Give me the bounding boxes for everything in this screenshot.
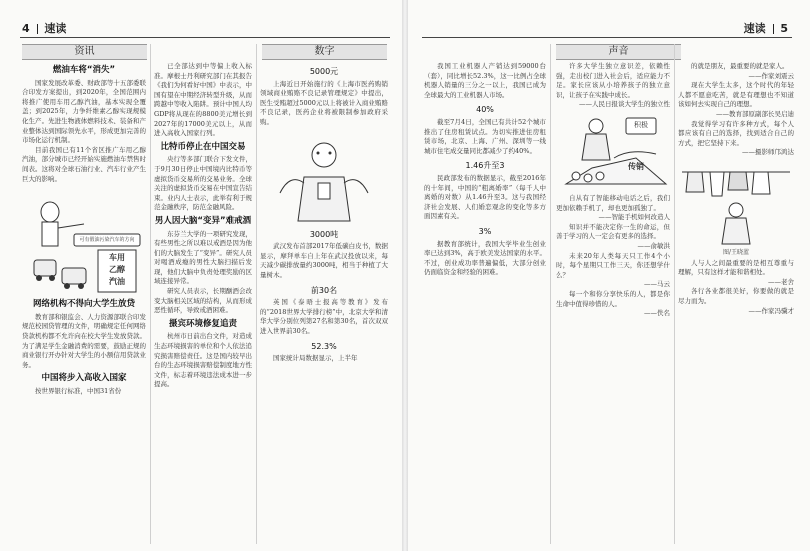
article-paragraph: 国家发展改革委、财政部等十五部委联合印发方案提出，到2020年，全国范围内将推广使用车用乙醇汽油，基本实现全覆盖；到2025年，力争纤维素乙醇实现规模化生产。先进生物液体燃料技术、装备和产业整体达到国际领先水平，形成更加完善的市场化运行机制。 xyxy=(22,78,146,145)
quote-source: ——作家刘震云 xyxy=(748,71,794,80)
sign-text: 可有假油污染汽车的方向 xyxy=(79,237,135,244)
quote-text: 未来20年人类每天只工作4个小时，每个星期只工作三天，你还想学什么？ xyxy=(556,251,670,279)
pyramid-label: 传销 xyxy=(628,161,644,171)
stat-paragraph: 据教育部统计，我国大学毕业生创业率已达到3%，高于欧美发达国家的水平。不过，创业成功率普遍偏低，大部分创业仍面临资金和经验的困难。 xyxy=(424,239,546,277)
right-header-rule xyxy=(422,37,792,38)
quote-source: ——俞敏洪 xyxy=(637,241,670,250)
stat-title: 52.3% xyxy=(311,341,337,351)
quote-text: 每一个和你分享快乐的人，都是你生命中值得珍惜的人。 xyxy=(556,289,670,308)
section-numbers: 数字 xyxy=(262,44,387,60)
image-caption: 图/王晓蓝 xyxy=(722,248,750,256)
right-page xyxy=(408,0,810,551)
left-column-3 xyxy=(260,62,388,542)
right-page-number: 5 xyxy=(780,22,788,35)
article-paragraph: 教育部和银监会、人力资源部联合印发规范校园贷管理的文件，明确规定任何网络贷款机构都不允许向在校大学生发放贷款。为了满足学生金融消费的需要，鼓励正规的商业银行开办针对大学生的小额信用贷款业务。 xyxy=(22,312,146,369)
stat-paragraph: 英国《泰晤士报高等教育》发布的“2018世界大学排行榜”中，北京大学和清华大学分别位列第27名和第30名，首次双双进入世界前30名。 xyxy=(260,298,388,335)
stat-paragraph: 截至7月4日，全国已有共计52个城市推出了住房租赁试点。为切实推进住房租赁市场，北京、上海、广州、深圳等一线城市住宅成交量同比都减少了约40%。 xyxy=(424,117,546,155)
fuel-label xyxy=(102,252,132,288)
column-divider xyxy=(150,44,151,544)
article-paragraph: 按世界银行标准，中国31省份 xyxy=(35,386,122,395)
article-paragraph: 杭州市日前出台文件，对造成生态环境损害的单位和个人依法追究损害赔偿责任。这是国内较早出台的生态环境损害赔偿制度地方性文件，标志着环境违法成本进一步提高。 xyxy=(154,332,252,389)
left-page-number: 4 xyxy=(22,22,30,35)
column-divider xyxy=(256,44,257,544)
quote-source: ——摄影师邝鸿达 xyxy=(742,148,794,157)
fuel-label-3: 汽油 xyxy=(109,277,125,287)
right-column-1 xyxy=(424,62,546,542)
article-paragraph: 已全部达到中等偏上收入标准。摩根士丹利研究部门在其报告《我们为何看好中国》中表示，中国有望在中期经济转型升级，从而跨越中等收入陷阱。预计中国人均GDP将从现在的8800美元增长到2027年的17000美元以上，从而进入高收入国家行列。 xyxy=(154,62,252,138)
column-divider xyxy=(674,44,675,544)
section-voices: 声音 xyxy=(556,44,681,60)
quote-source: ——作家冯骥才 xyxy=(748,306,794,315)
article-title: 男人因大脑“变异”难戒酒 xyxy=(154,215,252,226)
stat-paragraph: 我国工业机器人产销达到59000台（套），同比增长52.3%，这一比例占全球机器人销量的三分之一以上，我国已成为全球最大的工业机器人市场。 xyxy=(424,62,546,99)
laundry-drawing xyxy=(678,162,794,246)
quote-text: 自从有了智能移动电话之后，我们更加依赖手机了，却也更加孤独了。 xyxy=(556,193,670,212)
left-header-rule xyxy=(20,37,390,38)
quote-text: 我觉得学习有许多种方式，每个人都应该有自己的选择，找到适合自己的方式，把它坚持下来。 xyxy=(678,119,794,147)
article-title: 中国将步入高收入国家 xyxy=(41,373,127,384)
fuel-label-2: 乙醇 xyxy=(109,265,125,275)
stat-paragraph: 武汉发布首部2017年低碳白皮书，数据显示，摩拜单车自上年在武汉投放以来，每天减少碳排放量约3000吨，相当于种植了大量树木。 xyxy=(260,242,388,279)
quote-text: 知识并不能决定你一生的命运，但善于学习的人一定会有更多的选择。 xyxy=(556,222,670,241)
doctor-drawing xyxy=(260,133,388,225)
stat-title: 3% xyxy=(478,226,492,236)
quote-text: 人与人之间最重要的是相互尊重与理解，只有这样才能和谐相处。 xyxy=(678,258,794,277)
quote-source: ——人民日报谈大学生的独立性 xyxy=(579,100,670,109)
article-title: 燃油车将“消失” xyxy=(52,65,116,75)
article-paragraph: 东芬兰大学的一项研究发现，有些男性之所以难以戒酒是因为他们的大脑发生了“变异”。研究人员对喝酒成瘾的男性大脑扫描后发现，他们大脑中负责处理奖励的区域连接异常。 xyxy=(154,229,252,286)
quote-text: 许多大学生独立意识差，依赖性强，走出校门进入社会后，适应能力不足。家长应该从小培养孩子的独立意识，让孩子在实践中成长。 xyxy=(556,62,670,99)
illustration-pyramid xyxy=(556,114,670,190)
stat-paragraph: 上海近日开始施行的《上海市医药购销领域商业贿赂不良记录管理规定》中提出，医生受贿超过5000元以上将被计入商业贿赂不良记录，医药企业将被限制参加政府采购。 xyxy=(260,79,388,126)
stat-title: 40% xyxy=(476,105,494,115)
quote-source: ——老舍 xyxy=(768,277,794,286)
article-paragraph: 目前我国已有11个省区推广车用乙醇汽油，部分城市已经开始实施燃油车禁售时间表。这将对全球石油行业、汽车行业产生巨大的影响。 xyxy=(22,145,146,183)
sign-label: 积极 xyxy=(634,120,648,129)
illustration-doctor xyxy=(260,133,388,225)
right-magazine-title: 速读 xyxy=(743,22,766,35)
fuel-label-1: 车用 xyxy=(109,253,125,263)
stat-title: 3000吨 xyxy=(309,229,339,239)
left-header xyxy=(22,20,66,36)
stat-title: 5000元 xyxy=(309,67,339,76)
left-page xyxy=(0,0,402,551)
stat-title: 前30名 xyxy=(310,285,338,295)
left-column-1 xyxy=(22,62,146,542)
illustration-laundry xyxy=(678,162,794,246)
right-column-2 xyxy=(556,62,670,542)
article-paragraph: 研究人员表示，长期酗酒会改变大脑相关区域的结构，从而形成恶性循环，导致戒酒困难。 xyxy=(154,287,252,315)
article-title: 比特币停止在中国交易 xyxy=(160,141,246,152)
quote-source: ——佚名 xyxy=(644,309,670,318)
article-title: 摄宾环境修复追责 xyxy=(168,318,237,329)
stat-title: 1.46升至3 xyxy=(465,161,505,171)
quote-text: 的就是朋友，最重要的就是家人。 xyxy=(691,62,789,70)
quote-source: ——教育部原副部长吴启迪 xyxy=(716,109,794,118)
article-title: 网络机构不得向大学生放贷 xyxy=(32,299,135,310)
left-column-2 xyxy=(154,62,252,542)
right-column-3 xyxy=(678,62,794,542)
column-divider xyxy=(550,44,551,544)
left-magazine-title: 速读 xyxy=(44,22,67,35)
section-news: 资讯 xyxy=(22,44,147,60)
illustration-fuel xyxy=(22,188,146,296)
stat-paragraph: 国家统计局数据显示，上半年 xyxy=(273,354,358,363)
right-header xyxy=(744,20,788,36)
quote-source: ——智能手机如何改造人 xyxy=(598,213,670,222)
article-paragraph: 央行等多部门联合下发文件，于9月30日停止中国境内比特币等虚拟货币交易所的交易业务。全球关注的虚拟货币交易在中国宣告结束。业内人士表示，此举有利于规范金融秩序，防范金融风险。 xyxy=(154,155,252,212)
stat-paragraph: 民政部发布的数据显示，截至2016年的十年间，中国的“粗离婚率”（每千人中离婚的对数）从1.46升至3。这与我国经济社会发展、人们婚恋观念的变化等多方面因素有关。 xyxy=(424,173,546,221)
quote-text: 现在大学生太多，这个时代的年轻人都不愿意吃苦，就是有理想也不知道该如何去实现自己的理想。 xyxy=(678,81,794,109)
quote-text: 各行各业都很美好，你要做的就是尽力而为。 xyxy=(678,287,794,305)
quote-source: ——马云 xyxy=(644,280,670,289)
